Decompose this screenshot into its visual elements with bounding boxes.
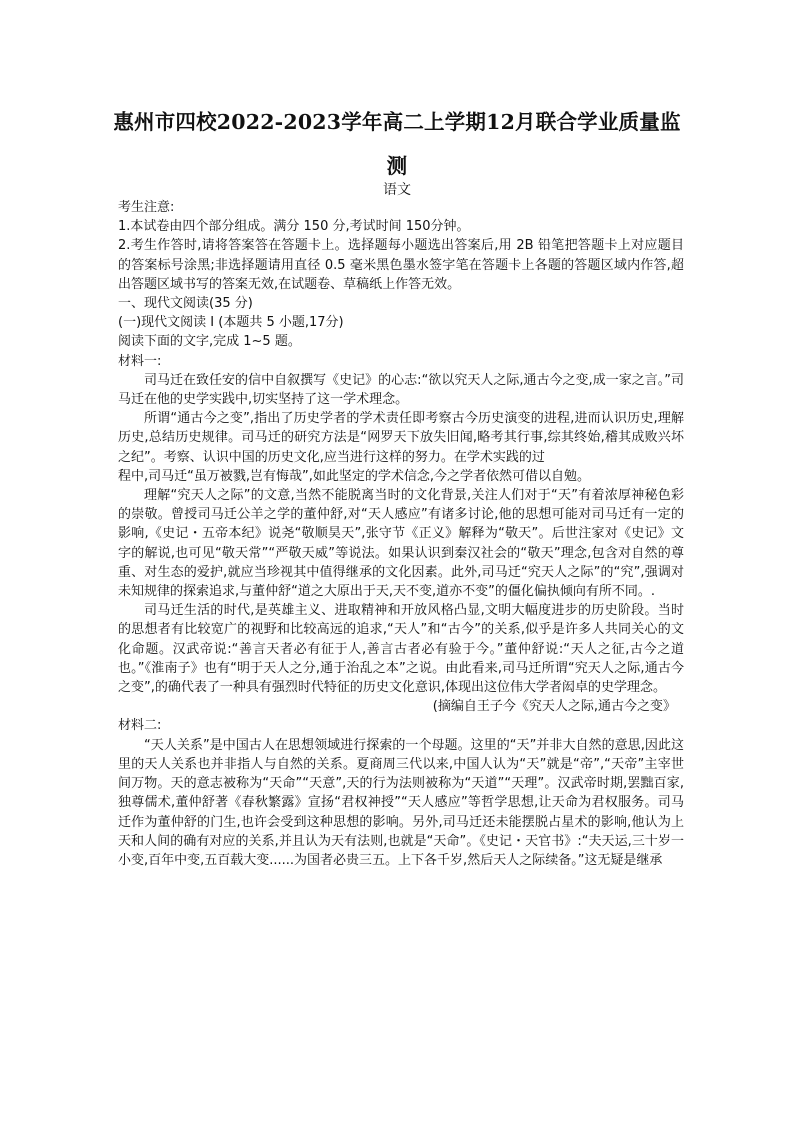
section-instruction: 阅读下面的文字,完成 1~5 题。 (118, 334, 301, 350)
paragraph: “天人关系”是中国古人在思想领域进行探索的一个母题。这里的“天”并非大自然的意思,因此这里的天人关系也并非指人与自然的关系。夏商周三代以来,中国人认为“天”就是“帝”,“天帝”主宰世间万物。天的意志被称为“天命”“天意”,天的行为法则被称为“天道”“天理”。汉武帝时期,罢黜百家,独尊儒术,董仲舒著《春秋繁露》宣扬“君权神授”“天人感应”等哲学思想,让天命为君权服务。司马迁作为董仲舒的门生,也许会受到这种思想的影响。另外,司马迁还未能摆脱占星术的影响,他认为上天和人间的确有对应的关系,并且认为天有法则,也就是“天命”。《史记・天官书》:“夫天运,三十岁一小变,百年中变,五百载大变......为国者必贵三五。上下各千岁,然后天人之际续备。”这无疑是继承 (118, 737, 684, 868)
section-subheading: (一)现代文阅读 I (本题共 5 小题,17分) (118, 315, 344, 331)
material-label: 材料二: (118, 718, 162, 734)
paragraph: 司马迁生活的时代,是英雄主义、进取精神和开放风格凸显,文明大幅度进步的历史阶段。当时的思想者有比较宽广的视野和比较高远的追求,“天人”和“古今”的关系,似乎是许多人共同关心的文化命题。汉武帝说:“善言天者必有征于人,善言古者必有验于今。”董仲舒说:“天人之征,古今之道也。”《淮南子》也有“明于天人之分,通于治乱之本”之说。由此看来,司马迁所谓“究天人之际,通古今之变”,的确代表了一种具有强烈时代特征的历史文化意识,体现出这位伟大学者闳卓的史学理念。 (118, 603, 684, 696)
notice-item: 1.本试卷由四个部分组成。满分 150 分,考试时间 150分钟。 (118, 219, 470, 235)
paragraph: 所谓“通古今之变”,指出了历史学者的学术责任即考察古今历史演变的进程,进而认识历史,理解历史,总结历史规律。司马迁的研究方法是“网罗天下放失旧闻,略考其行事,综其终始,稽其成败兴坏之纪”。考察、认识中国的历史文化,应当进行这样的努力。在学术实践的过 (118, 411, 684, 465)
notice-heading: 考生注意: (118, 200, 175, 215)
notice-item: 2.考生作答时,请将答案答在答题卡上。选择题每小题选出答案后,用 2B 铅笔把答题卡上对应题目的答案标号涂黑;非选择题请用直径 0.5 毫米黑色墨水签字笔在答题卡上各题的答题区域内作答,超出答题区域书写的答案无效,在试题卷、草稿纸上作答无效。 (118, 238, 684, 292)
paragraph: 司马迁在致任安的信中自叙撰写《史记》的心志:“欲以究天人之际,通古今之变,成一家之言。”司马迁在他的史学实践中,切实坚持了这一学术理念。 (118, 372, 684, 408)
document-title: 惠州市四校2022-2023学年高二上学期12月联合学业质量监测 (113, 110, 681, 178)
subject-label: 语文 (383, 182, 411, 198)
exam-body (118, 198, 684, 870)
paragraph-continuation: 程中,司马迁“虽万被戮,岂有悔哉”,如此坚定的学术信念,今之学者依然可借以自勉。 (118, 468, 590, 484)
section-heading: 一、现代文阅读(35 分) (118, 296, 253, 312)
paragraph: 理解“究天人之际”的文意,当然不能脱离当时的文化背景,关注人们对于“天”有着浓厚神秘色彩的崇敬。曾授司马迁公羊之学的董仲舒,对“天人感应”有诸多讨论,他的思想可能对司马迁有一定的影响,《史记・五帝本纪》说尧“敬顺昊天”,张守节《正义》解释为“敬天”。后世注家对《史记》文字的解说,也可见“敬天常”“严敬天威”等说法。如果认识到秦汉社会的“敬天”理念,包含对自然的尊重、对生态的爱护,就应当珍视其中值得继承的文化因素。此外,司马迁“究天人之际”的“究”,强调对未知规律的探索追求,与董仲舒“道之大原出于天,天不变,道亦不变”的僵化偏执倾向有所不同。. (118, 488, 684, 600)
material-label: 材料一: (118, 353, 162, 369)
source-citation: (摘编自王子今《究天人之际,通古今之变》 (432, 699, 676, 715)
